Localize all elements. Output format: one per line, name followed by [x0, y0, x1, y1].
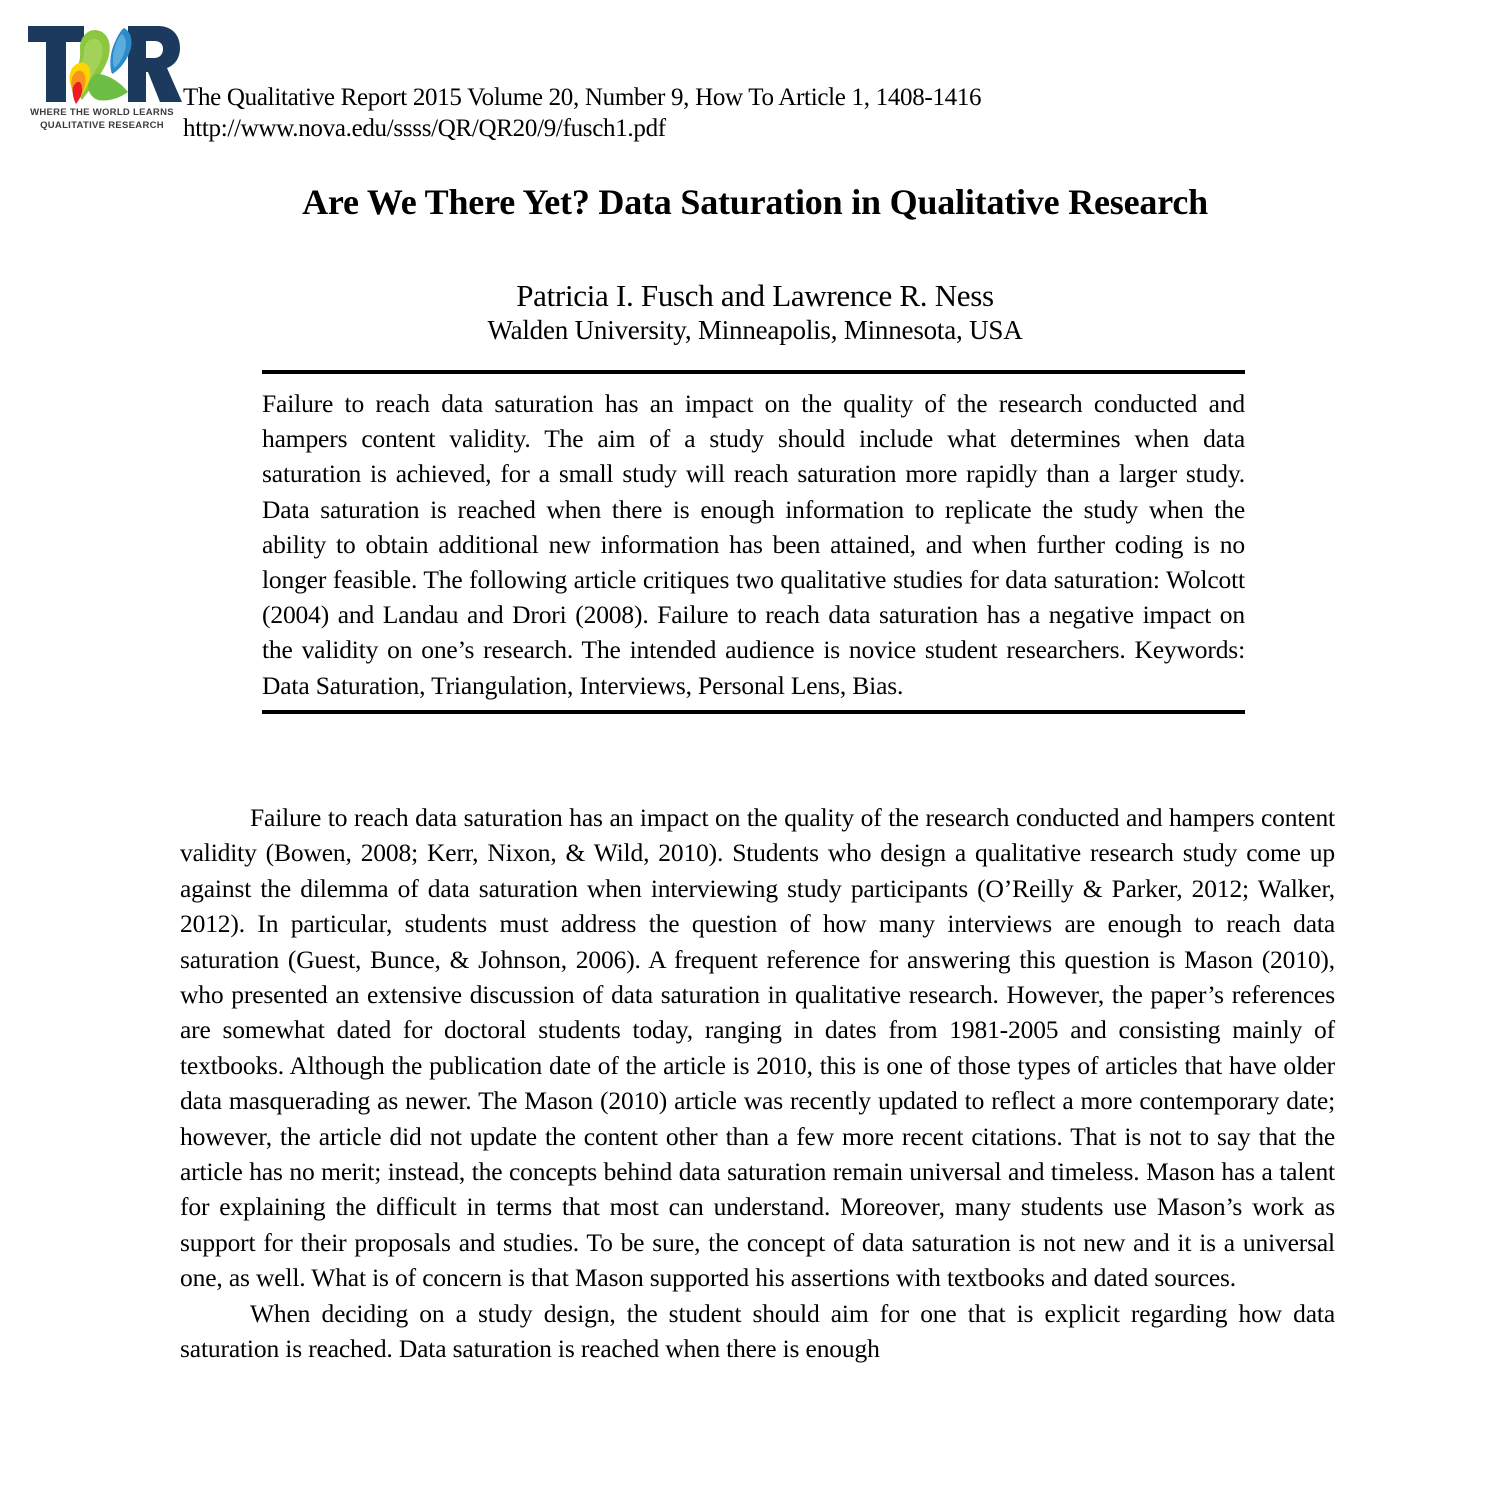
journal-logo	[22, 18, 182, 140]
journal-masthead	[0, 0, 1500, 160]
abstract-rule-bottom	[262, 710, 1245, 714]
abstract-block	[262, 370, 1245, 714]
abstract-rule-top	[262, 370, 1245, 374]
body-paragraph-2: When deciding on a study design, the student should aim for one that is explicit regarding how data saturation is reached. Data saturation is reached when there is enough	[180, 1298, 1335, 1364]
body-paragraph-1: Failure to reach data saturation has an impact on the quality of the research conducted and hampers content validity (Bowen, 2008; Kerr, Nixon, & Wild, 2010). Students who design a qualitative research study come up against the dilemma of data saturation when interviewing study participants (O’Reilly & Parker, 2012; Walker, 2012). In particular, students must address the question of how many interviews are enough to reach data saturation (Guest, Bunce, & Johnson, 2006). A frequent reference for answering this question is Mason (2010), who presented an extensive discussion of data saturation in qualitative research. However, the paper’s references are somewhat dated for doctoral students today, ranging in dates from 1981-2005 and consisting mainly of textbooks. Although the publication date of the article is 2010, this is one of those types of articles that have older data masquerading as newer. The Mason (2010) article was recently updated to reflect a more contemporary date; however, the article did not update the content other than a few more recent citations. That is not to say that the article has no merit; instead, the concepts behind data saturation remain universal and timeless. Mason has a talent for explaining the difficult in terms that most can understand. Moreover, many students use Mason’s work as support for their proposals and studies. To be sure, the concept of data saturation is not new and it is a universal one, as well. What is of concern is that Mason supported his assertions with textbooks and dated sources.	[180, 803, 1335, 1293]
journal-logo-tagline	[22, 106, 182, 132]
tqr-logo-icon	[22, 18, 182, 110]
journal-citation-block	[183, 82, 1283, 144]
journal-citation-line: The Qualitative Report 2015 Volume 20, Number 9, How To Article 1, 1408-1416	[183, 84, 982, 111]
author-names: Patricia I. Fusch and Lawrence R. Ness	[516, 278, 994, 313]
authors-block	[120, 278, 1390, 347]
body-text	[180, 800, 1335, 1367]
article-title: Are We There Yet? Data Saturation in Qualitative Research	[302, 182, 1208, 222]
page-bottom-clip	[0, 1494, 1500, 1500]
journal-logo-tagline-line2: QUALITATIVE RESEARCH	[40, 120, 164, 131]
journal-url-line[interactable]: http://www.nova.edu/ssss/QR/QR20/9/fusch1.pdf	[183, 115, 666, 142]
author-affiliation: Walden University, Minneapolis, Minnesota, USA	[487, 315, 1023, 345]
abstract-text: Failure to reach data saturation has an impact on the quality of the research conducted and hampers content validity. The aim of a study should include what determines when data saturation is achieved, for a small study will reach saturation more rapidly than a larger study. Data saturation is reached when there is enough information to replicate the study when the ability to obtain additional new information has been attained, and when further coding is no longer feasible. The following article critiques two qualitative studies for data saturation: Wolcott (2004) and Landau and Drori (2008). Failure to reach data saturation has a negative impact on the validity on one’s research. The intended audience is novice student researchers. Keywords: Data Saturation, Triangulation, Interviews, Personal Lens, Bias.	[262, 389, 1245, 700]
journal-logo-tagline-line1: WHERE THE WORLD LEARNS	[30, 107, 174, 118]
